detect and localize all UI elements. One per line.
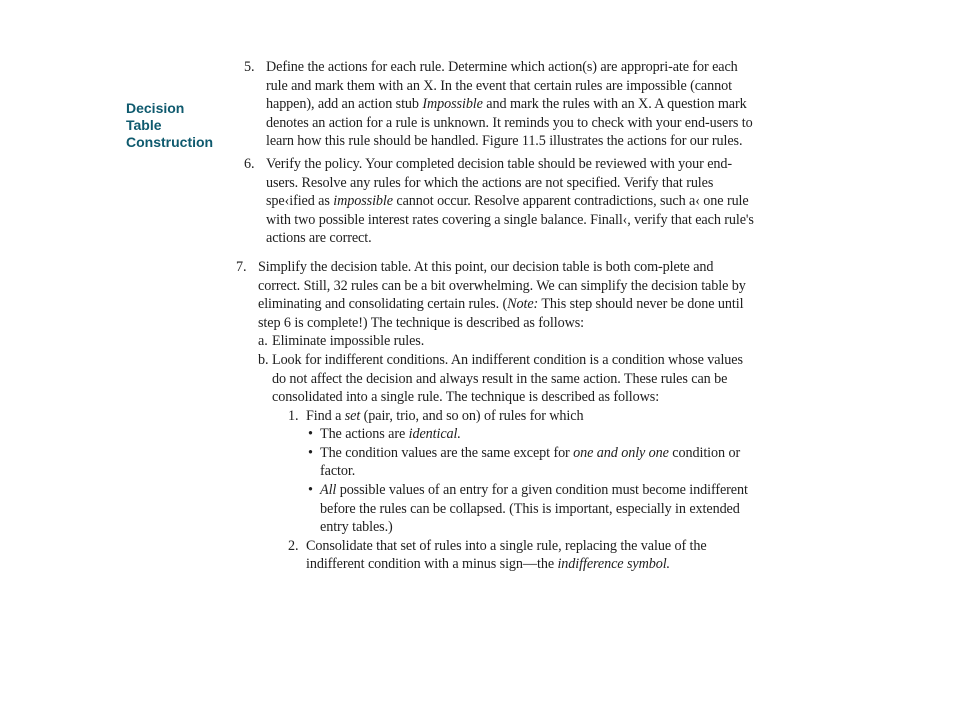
step-7b-text: Look for indifferent conditions. An indifferent condition is a condition whose values do not affect the decision and always result in the same action. These rules can be consolidated into a single rule. The technique is described as follows:: [272, 351, 743, 406]
section-title-line-3: Construction: [126, 134, 214, 150]
section-title-line-2: Table: [126, 117, 162, 133]
step-7b-2: [288, 537, 756, 574]
section-title: [126, 100, 213, 151]
bullet-tail: possible values of an entry for a given condition must become indifferent before the rules can be collapsed. (This is important, especially in extended entry tables.): [320, 482, 748, 536]
step-7-lead: Simplify the decision table. At this point, our decision table is both com-plete and correct. Still, 32 rules can be a bit overwhelming. We can simplify the decision table by eliminating and consolidating certain rules. (: [258, 258, 746, 313]
step-6-text: [266, 156, 754, 246]
bullet-lead: The actions are: [320, 426, 409, 443]
bullet-dot: •: [308, 426, 313, 443]
scanned-page-text: [236, 58, 756, 574]
step-7b-2-text: [306, 538, 707, 573]
step-7b-2-emphasis: indifference symbol.: [557, 556, 670, 573]
bullet-item: [306, 444, 756, 481]
step-7b-1-lead: Find a: [306, 407, 345, 424]
step-7b: [258, 351, 756, 574]
step-7-emphasis: Note:: [507, 296, 539, 313]
bullet-emphasis: one and only one: [573, 444, 669, 461]
step-7-text: [258, 259, 746, 331]
step-5-text: [266, 59, 753, 149]
step-5: [236, 58, 756, 151]
bullet-item: [306, 425, 756, 444]
step-7b-1-emphasis: set: [344, 407, 361, 424]
step-6-emphasis: impossible: [333, 193, 393, 210]
bullet-dot: •: [308, 482, 313, 499]
bullet-tail: condition or factor.: [320, 444, 741, 480]
step-5-number: 5.: [244, 59, 255, 75]
step-5-emphasis: Impossible: [422, 96, 483, 113]
step-7b-number: b.: [258, 351, 269, 368]
step-7b-1: [288, 407, 756, 537]
step-7b-1-number: 1.: [288, 407, 299, 424]
bullet-emphasis: All: [320, 482, 337, 499]
step-5-tail: and mark the rules with an X. A question mark denotes an action for a rule is unknown. It reminds you to check with your end-users to learn how this rule should be handled. Figure 11.5 illustrates the actions for our rules.: [266, 96, 753, 150]
step-6-tail: cannot occur. Resolve apparent contradictions, such a‹ one rule with two possible interest rates covering a single balance. Finall‹, verify that each rule's actions are correct.: [266, 193, 754, 247]
step-7a-text: Eliminate impossible rules.: [272, 333, 425, 350]
bullet-text: [320, 482, 748, 535]
step-7b-1-text: [306, 408, 583, 424]
step-6-lead: Verify the policy. Your completed decision table should be reviewed with your end-users. Resolve any rules for which the actions are not specified. Verify that rules spe‹ified as: [266, 155, 733, 210]
step-7: [236, 258, 756, 574]
step-5-lead: Define the actions for each rule. Determine which action(s) are appropri-ate for each rule and mark them with an X. In the event that certain rules are impossible (cannot happen), add an action stub: [266, 59, 738, 113]
step-7b-2-number: 2.: [288, 537, 299, 554]
step-7a-number: a.: [258, 333, 268, 350]
bullet-item: [306, 481, 756, 537]
section-title-line-1: Decision: [126, 100, 185, 116]
step-6: [236, 155, 756, 248]
bullet-text: [320, 426, 461, 442]
step-7b-2-lead: Consolidate that set of rules into a single rule, replacing the value of the indifferent condition with a minus sign—the: [306, 537, 707, 573]
step-7-number: 7.: [236, 258, 247, 275]
bullet-text: [320, 445, 740, 480]
step-7b-1-tail: (pair, trio, and so on) of rules for which: [360, 407, 584, 424]
step-7a: [258, 332, 756, 351]
bullet-dot: •: [308, 444, 313, 461]
step-6-number: 6.: [244, 155, 255, 172]
bullet-emphasis: identical.: [408, 426, 461, 443]
step-7-tail: This step should never be done until step 6 is complete!) The technique is described as follows:: [258, 296, 744, 331]
bullet-lead: The condition values are the same except for: [320, 444, 574, 461]
